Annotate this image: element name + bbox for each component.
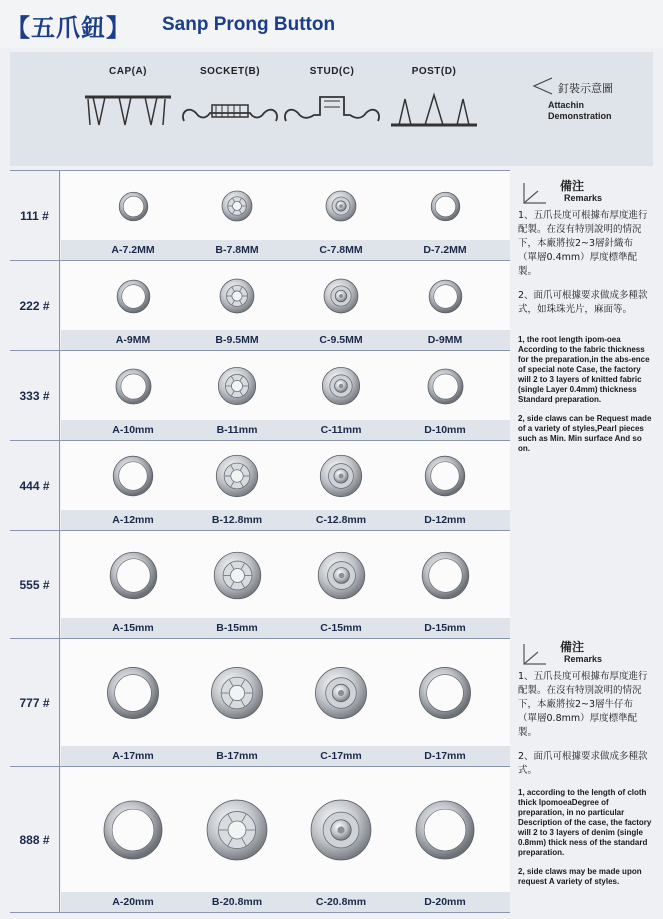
cap-ring-icon bbox=[104, 664, 162, 722]
product-row bbox=[10, 441, 510, 531]
product-row bbox=[10, 531, 510, 639]
socket-size-caption: B-9.5MM bbox=[215, 334, 259, 346]
remarks-title-en: Remarks bbox=[564, 654, 603, 664]
caption-bar bbox=[61, 892, 510, 912]
row-size-label: 333 # bbox=[10, 351, 60, 440]
cap-ring-icon bbox=[116, 189, 151, 224]
socket-image bbox=[217, 276, 257, 321]
cap-image bbox=[101, 798, 165, 867]
row-size-label: 888 # bbox=[10, 767, 60, 912]
post-size-caption: D-17mm bbox=[424, 750, 466, 762]
stud-image bbox=[319, 364, 363, 413]
cap-ring-icon bbox=[114, 277, 153, 316]
post-size-caption: D-12mm bbox=[424, 514, 466, 526]
stud-size-caption: C-7.8MM bbox=[319, 244, 363, 256]
product-row bbox=[10, 261, 510, 351]
diagram-label-cap: CAP(A) bbox=[109, 66, 147, 77]
stud-ring-icon bbox=[308, 797, 374, 863]
post-ring-icon bbox=[419, 549, 472, 602]
remark-note-1-en: 1, the root length ipom-oea According to the fabric thickness for the preparation,in the abs-ence of special note Case, the factory will 2 to 3 layers of knitted fabric (single Layer 0.4mm) thickness Standard preparation. bbox=[518, 335, 650, 404]
post-size-caption: D-20mm bbox=[424, 896, 466, 908]
diagram-cap bbox=[78, 66, 178, 131]
cap-ring-icon bbox=[101, 798, 165, 862]
remarks-panel-denim bbox=[514, 636, 656, 912]
cap-image bbox=[104, 664, 162, 727]
diagram-post bbox=[384, 66, 484, 131]
remark-note-1-cn: 1、五爪長度可根據布厚度進行配製。在沒有特別說明的情況下，本廠將按2~3層針織布（單層0.4mm）厚度標準配製。 bbox=[518, 210, 648, 277]
attachment-diagram bbox=[10, 52, 653, 166]
socket-image bbox=[219, 188, 255, 229]
socket-ring-icon bbox=[208, 664, 266, 722]
diagram-label-socket: SOCKET(B) bbox=[199, 66, 261, 77]
socket-ring-icon bbox=[219, 188, 255, 224]
post-ring-icon bbox=[422, 453, 468, 499]
socket-ring-icon bbox=[215, 364, 259, 408]
stud-ring-icon bbox=[321, 276, 361, 316]
socket-size-caption: B-15mm bbox=[216, 622, 258, 634]
stud-size-caption: C-15mm bbox=[320, 622, 362, 634]
remark-note-2-cn: 2、面爪可根據要求做成多種款式，如珠珠光片，麻面等。 bbox=[518, 290, 648, 315]
stud-image bbox=[317, 452, 365, 505]
attach-label-en: Attachin Demonstration bbox=[548, 100, 612, 121]
cap-cross-section-icon bbox=[83, 91, 173, 131]
stud-image bbox=[312, 664, 370, 727]
stud-ring-icon bbox=[323, 188, 359, 224]
stud-image bbox=[308, 797, 374, 868]
post-ring-icon bbox=[426, 277, 465, 316]
remarks-header bbox=[514, 175, 656, 209]
cap-size-caption: A-10mm bbox=[112, 424, 154, 436]
cap-image bbox=[114, 277, 153, 321]
remark-note-2-cn: 2、面爪可根據要求做成多種款式。 bbox=[518, 751, 648, 776]
socket-size-caption: B-7.8MM bbox=[215, 244, 259, 256]
row-size-label: 777 # bbox=[10, 639, 60, 766]
stud-size-caption: C-17mm bbox=[320, 750, 362, 762]
socket-ring-icon bbox=[204, 797, 270, 863]
socket-image bbox=[211, 549, 264, 607]
socket-size-caption: B-20.8mm bbox=[211, 896, 263, 908]
cap-image bbox=[107, 549, 160, 607]
cap-size-caption: A-12mm bbox=[112, 514, 154, 526]
post-cross-section-icon bbox=[389, 91, 479, 131]
cap-size-caption: A-9MM bbox=[115, 334, 151, 346]
remarks-arrow-icon bbox=[520, 642, 550, 668]
diagram-stud bbox=[282, 66, 382, 131]
cap-size-caption: A-15mm bbox=[112, 622, 154, 634]
cap-ring-icon bbox=[107, 549, 160, 602]
product-grid bbox=[10, 170, 510, 910]
cap-size-caption: A-7.2MM bbox=[111, 244, 155, 256]
socket-image bbox=[215, 364, 259, 413]
stud-size-caption: C-12.8mm bbox=[315, 514, 367, 526]
diagram-socket bbox=[180, 66, 280, 131]
title-english: Sanp Prong Button bbox=[162, 14, 336, 35]
socket-ring-icon bbox=[211, 549, 264, 602]
post-size-caption: D-15mm bbox=[424, 622, 466, 634]
socket-size-caption: B-12.8mm bbox=[211, 514, 263, 526]
row-parts-area bbox=[61, 767, 510, 912]
stud-image bbox=[315, 549, 368, 607]
remarks-arrow-icon bbox=[520, 181, 550, 207]
remarks-title-cn: 備注 bbox=[560, 640, 585, 654]
socket-image bbox=[208, 664, 266, 727]
post-image bbox=[413, 798, 477, 867]
stud-size-caption: C-11mm bbox=[320, 424, 362, 436]
caption-bar bbox=[61, 618, 510, 638]
post-size-caption: D-10mm bbox=[424, 424, 466, 436]
arrow-left-icon bbox=[528, 72, 558, 102]
product-row bbox=[10, 767, 510, 913]
post-size-caption: D-7.2MM bbox=[423, 244, 467, 256]
socket-size-caption: B-17mm bbox=[216, 750, 258, 762]
row-size-label: 555 # bbox=[10, 531, 60, 638]
post-image bbox=[428, 189, 463, 229]
post-size-caption: D-9MM bbox=[427, 334, 463, 346]
title-chinese: 【五爪鈕】 bbox=[6, 14, 131, 42]
stud-image bbox=[323, 188, 359, 229]
caption-bar bbox=[61, 330, 510, 350]
row-size-label: 222 # bbox=[10, 261, 60, 350]
attach-label-cn: 釘裝示意圖 bbox=[558, 82, 613, 95]
socket-size-caption: B-11mm bbox=[216, 424, 258, 436]
product-row bbox=[10, 171, 510, 261]
remarks-panel-knit bbox=[514, 175, 656, 595]
stud-size-caption: C-20.8mm bbox=[315, 896, 367, 908]
stud-cross-section-icon bbox=[282, 91, 382, 131]
cap-size-caption: A-17mm bbox=[112, 750, 154, 762]
cap-image bbox=[113, 366, 154, 412]
post-image bbox=[416, 664, 474, 727]
post-image bbox=[425, 366, 466, 412]
cap-size-caption: A-20mm bbox=[112, 896, 154, 908]
post-ring-icon bbox=[428, 189, 463, 224]
stud-ring-icon bbox=[315, 549, 368, 602]
post-image bbox=[422, 453, 468, 504]
post-image bbox=[426, 277, 465, 321]
row-size-label: 444 # bbox=[10, 441, 60, 530]
stud-image bbox=[321, 276, 361, 321]
caption-bar bbox=[61, 240, 510, 260]
product-row bbox=[10, 639, 510, 767]
cap-ring-icon bbox=[113, 366, 154, 407]
stud-ring-icon bbox=[319, 364, 363, 408]
caption-bar bbox=[61, 746, 510, 766]
socket-ring-icon bbox=[213, 452, 261, 500]
socket-ring-icon bbox=[217, 276, 257, 316]
row-size-label: 111 # bbox=[10, 171, 60, 260]
remark-note-1-cn: 1、五爪長度可根據布厚度進行配製。在沒有特別說明的情況下，本廠將按2~3層牛仔布（單層0.8mm）厚度標準配製。 bbox=[518, 671, 648, 738]
socket-cross-section-icon bbox=[180, 91, 280, 131]
stud-ring-icon bbox=[317, 452, 365, 500]
product-row bbox=[10, 351, 510, 441]
post-ring-icon bbox=[413, 798, 477, 862]
diagram-label-stud: STUD(C) bbox=[309, 66, 355, 77]
cap-image bbox=[110, 453, 156, 504]
remark-note-2-en: 2, side claws can be Request made of a variety of styles,Pearl pieces such as Min. Min surface And so on. bbox=[518, 414, 652, 453]
remark-note-1-en: 1, according to the length of cloth thick IpomoeaDegree of preparation, in no particular Description of the case, the factory will 2 to 3 layers of denim (single 0.8mm) thick ness of the standard preparation. bbox=[518, 788, 652, 857]
remarks-header bbox=[514, 636, 656, 670]
remarks-title-en: Remarks bbox=[564, 193, 603, 203]
remark-note-2-en: 2, side claws may be made upon request A variety of styles. bbox=[518, 867, 642, 886]
cap-ring-icon bbox=[110, 453, 156, 499]
post-image bbox=[419, 549, 472, 607]
socket-image bbox=[204, 797, 270, 868]
socket-image bbox=[213, 452, 261, 505]
caption-bar bbox=[61, 510, 510, 530]
remarks-title-cn: 備注 bbox=[560, 179, 585, 193]
diagram-label-post: POST(D) bbox=[411, 66, 457, 77]
caption-bar bbox=[61, 420, 510, 440]
stud-size-caption: C-9.5MM bbox=[319, 334, 363, 346]
cap-image bbox=[116, 189, 151, 229]
page-header bbox=[0, 0, 663, 48]
stud-ring-icon bbox=[312, 664, 370, 722]
post-ring-icon bbox=[416, 664, 474, 722]
post-ring-icon bbox=[425, 366, 466, 407]
